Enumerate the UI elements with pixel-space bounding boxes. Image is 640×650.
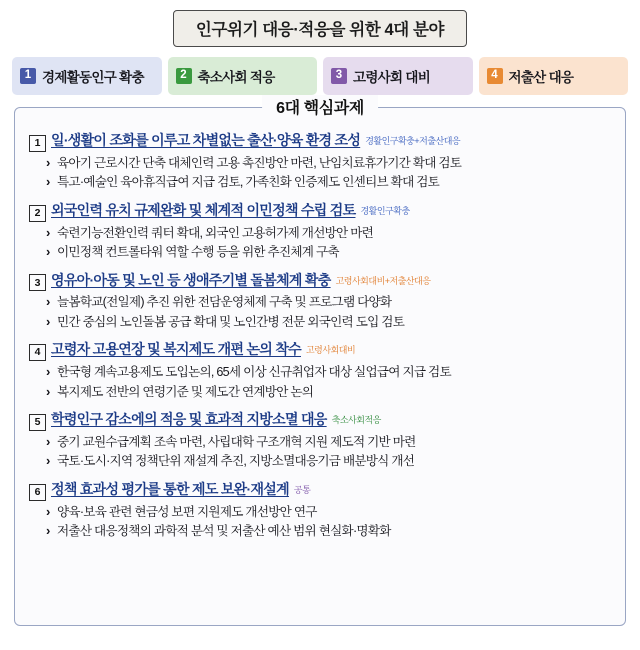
task-header	[29, 479, 611, 500]
task-header	[29, 409, 611, 430]
task-item	[29, 339, 611, 402]
domain-chip-1[interactable]	[12, 57, 162, 95]
task-bullet: › 양육·보육 관련 현금성 보편 지원제도 개선방안 연구	[45, 503, 611, 523]
task-tag: 공통	[293, 484, 311, 495]
task-item	[29, 270, 611, 333]
task-tag: 고령사회대비+저출산대응	[335, 275, 431, 286]
domain-chip-3-number: 3	[331, 68, 347, 84]
task-bullet-list	[45, 503, 611, 542]
core-tasks-panel	[14, 100, 626, 626]
task-title: 영유아·아동 및 노인 등 생애주기별 돌봄체계 확충	[51, 271, 331, 288]
task-item	[29, 409, 611, 472]
task-item	[29, 479, 611, 542]
task-item	[29, 200, 611, 263]
task-bullet: › 국토·도시·지역 정책단위 재설계 추진, 지방소멸대응기금 배분방식 개선	[45, 452, 611, 472]
task-header	[29, 200, 611, 221]
task-bullet: › 한국형 계속고용제도 도입논의, 65세 이상 신규취업자 대상 실업급여 지급 검토	[45, 363, 611, 383]
task-bullet-list	[45, 293, 611, 332]
task-bullet-list	[45, 433, 611, 472]
task-bullet: › 이민정책 컨트롤타워 역할 수행 등을 위한 추진체계 구축	[45, 243, 611, 263]
task-item	[29, 130, 611, 193]
task-bullet: › 민간 중심의 노인돌봄 공급 확대 및 노인간병 전문 외국인력 도입 검토	[45, 313, 611, 333]
domain-chip-4-number: 4	[487, 68, 503, 84]
domain-chip-2-number: 2	[176, 68, 192, 84]
task-number: 1	[29, 135, 46, 152]
section-title: 6대 핵심과제	[262, 95, 378, 118]
task-number: 3	[29, 274, 46, 291]
task-number: 2	[29, 205, 46, 222]
task-header	[29, 130, 611, 151]
domain-chip-2-label: 축소사회 적응	[197, 70, 275, 85]
task-header	[29, 270, 611, 291]
task-number: 6	[29, 484, 46, 501]
domain-chip-row	[12, 57, 628, 95]
task-bullet-list	[45, 224, 611, 263]
task-bullet: › 저출산 대응정책의 과학적 분석 및 저출산 예산 범위 현실화·명확화	[45, 522, 611, 542]
task-bullet-list	[45, 363, 611, 402]
domain-chip-1-label: 경제활동인구 확충	[42, 70, 144, 85]
task-bullet: › 복지제도 전반의 연령기준 및 제도간 연계방안 논의	[45, 383, 611, 403]
task-title: 일·생활이 조화를 이루고 차별없는 출산·양육 환경 조성	[51, 132, 361, 148]
header	[10, 10, 630, 47]
task-title: 학령인구 감소에의 적응 및 효과적 지방소멸 대응	[51, 411, 327, 428]
domain-chip-4-label: 저출산 대응	[508, 70, 574, 85]
page-title: 인구위기 대응·적응을 위한 4대 분야	[173, 10, 467, 47]
task-bullet: › 육아기 근로시간 단축 대체인력 고용 촉진방안 마련, 난임치료휴가기간 확대 검토	[45, 154, 611, 174]
task-number: 4	[29, 344, 46, 361]
domain-chip-3-label: 고령사회 대비	[353, 70, 431, 85]
domain-chip-4[interactable]	[479, 57, 629, 95]
task-header	[29, 339, 611, 360]
task-title: 고령자 고용연장 및 복지제도 개편 논의 착수	[51, 341, 301, 358]
task-bullet: › 특고·예술인 육아휴직급여 지급 검토, 가족친화 인증제도 인센티브 확대 검토	[45, 173, 611, 193]
domain-chip-3[interactable]	[323, 57, 473, 95]
task-bullet: › 중기 교원수급계획 조속 마련, 사립대학 구조개혁 지원 제도적 기반 마련	[45, 433, 611, 453]
task-tag: 경활인구확충+저출산대응	[365, 136, 461, 146]
task-bullet-list	[45, 154, 611, 193]
task-tag: 고령사회대비	[305, 345, 356, 356]
domain-chip-1-number: 1	[20, 68, 36, 84]
task-bullet: › 숙련기능전환인력 쿼터 확대, 외국인 고용허가제 개선방안 마련	[45, 224, 611, 244]
task-title: 외국인력 유치 규제완화 및 체계적 이민정책 수립 검토	[51, 201, 356, 218]
task-bullet: › 늘봄학교(전일제) 추진 위한 전담운영체제 구축 및 프로그램 다양화	[45, 293, 611, 313]
task-number: 5	[29, 414, 46, 431]
task-title: 정책 효과성 평가를 통한 제도 보완·재설계	[51, 480, 289, 497]
task-tag: 경활인구확충	[360, 205, 410, 216]
task-tag: 축소사회적응	[331, 415, 381, 426]
domain-chip-2[interactable]	[168, 57, 318, 95]
